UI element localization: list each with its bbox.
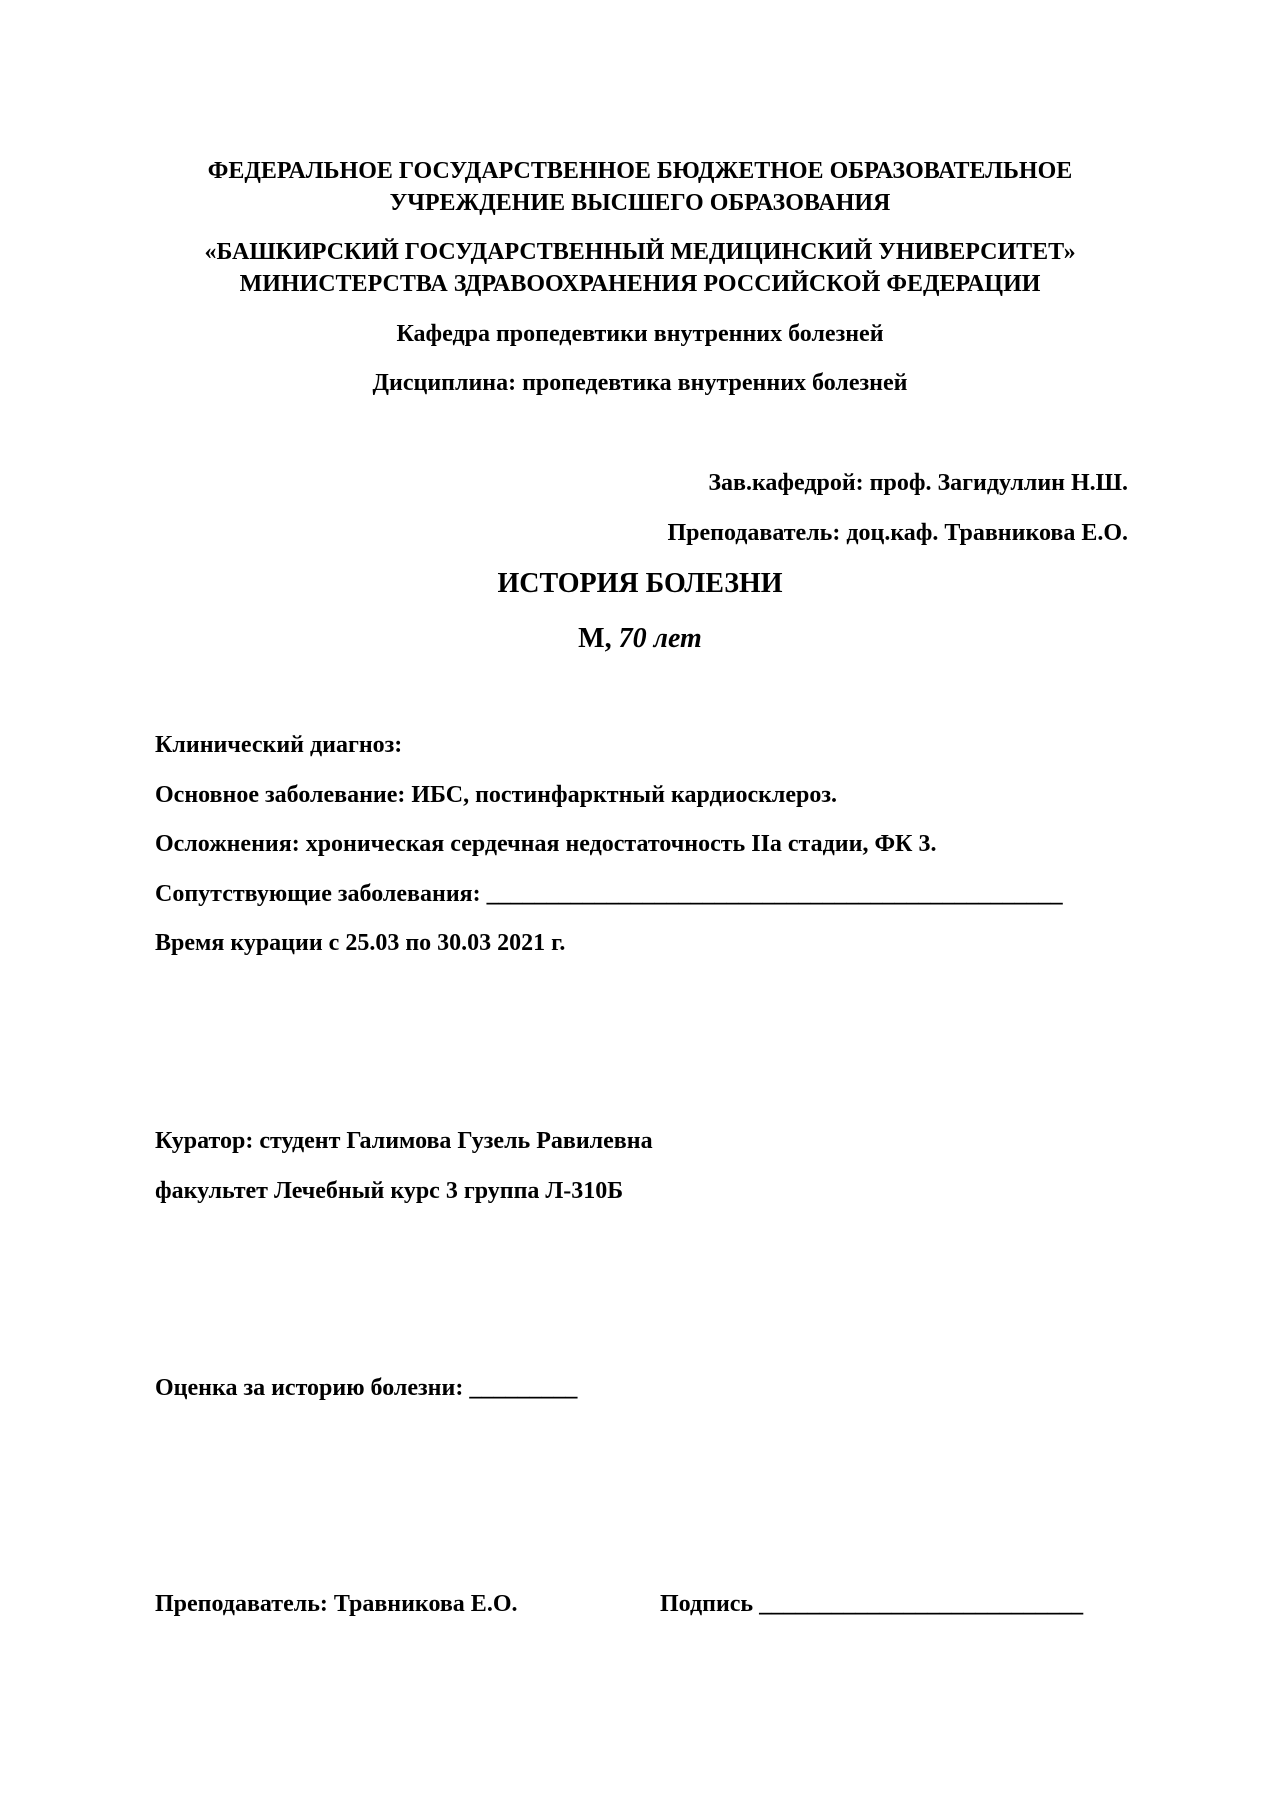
patient-sex: М, — [578, 623, 612, 654]
header-line-2: УЧРЕЖДЕНИЕ ВЫСШЕГО ОБРАЗОВАНИЯ — [389, 190, 891, 216]
curator-faculty: факультет Лечебный курс 3 группа Л-310Б — [155, 1178, 624, 1204]
footer-teacher: Преподаватель: Травникова Е.О. — [155, 1591, 518, 1617]
page-title: ИСТОРИЯ БОЛЕЗНИ — [497, 568, 783, 599]
curator-name: Куратор: студент Галимова Гузель Равилевна — [155, 1128, 653, 1154]
teacher-line: Преподаватель: доц.каф. Травникова Е.О. — [667, 520, 1128, 546]
patient-info — [0, 621, 1280, 657]
complications: Осложнения: хроническая сердечная недостаточность IIa стадии, ФК 3. — [155, 831, 937, 857]
header-line-1: ФЕДЕРАЛЬНОЕ ГОСУДАРСТВЕННОЕ БЮДЖЕТНОЕ ОБРАЗОВАТЕЛЬНОЕ — [207, 158, 1073, 184]
signature-line: Подпись ___________________________ — [660, 1591, 1084, 1617]
department-line: Кафедра пропедевтики внутренних болезней — [396, 321, 884, 347]
discipline-line: Дисциплина: пропедевтика внутренних болезней — [372, 370, 908, 396]
diagnosis-heading: Клинический диагноз: — [155, 732, 403, 758]
head-of-department: Зав.кафедрой: проф. Загидуллин Н.Ш. — [708, 470, 1128, 496]
concomitant-diseases: Сопутствующие заболевания: ________________________________________________ — [155, 881, 1063, 907]
patient-age: 70 лет — [618, 623, 702, 654]
header-line-3: «БАШКИРСКИЙ ГОСУДАРСТВЕННЫЙ МЕДИЦИНСКИЙ УНИВЕРСИТЕТ» — [204, 239, 1076, 265]
curation-period: Время курации с 25.03 по 30.03 2021 г. — [155, 930, 566, 956]
grade-line: Оценка за историю болезни: _________ — [155, 1375, 578, 1401]
main-disease: Основное заболевание: ИБС, постинфарктный кардиосклероз. — [155, 782, 838, 808]
header-line-4: МИНИСТЕРСТВА ЗДРАВООХРАНЕНИЯ РОССИЙСКОЙ ФЕДЕРАЦИИ — [239, 271, 1041, 297]
